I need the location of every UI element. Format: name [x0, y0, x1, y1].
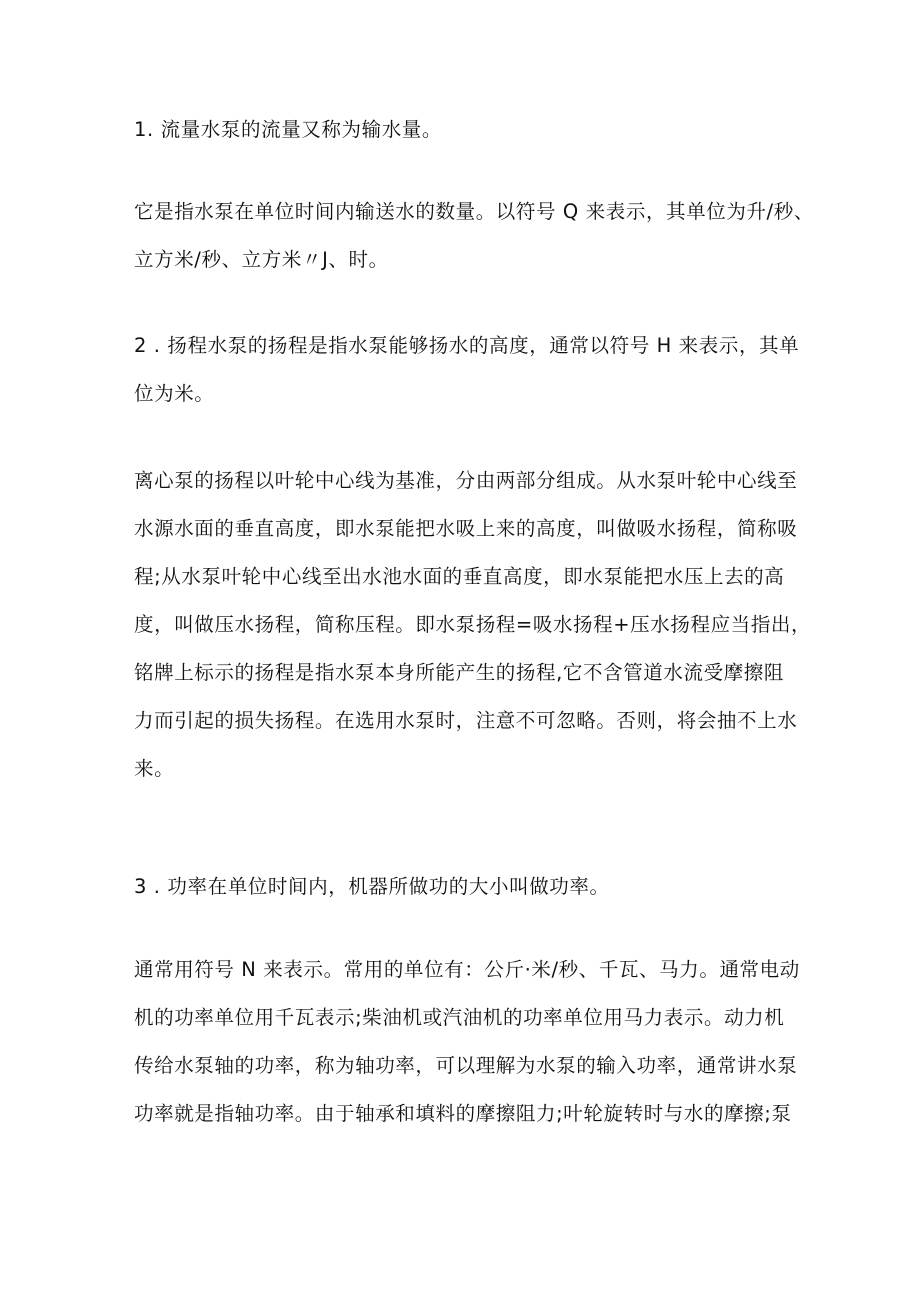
text-line: 传给水泵轴的功率，称为轴功率，可以理解为水泵的输入功率，通常讲水泵 — [134, 1054, 798, 1077]
text-line: 功率就是指轴功率。由于轴承和填料的摩擦阻力;叶轮旋转时与水的摩擦;泵 — [134, 1102, 792, 1125]
text-line: 它是指水泵在单位时间内输送水的数量。以符号 Q 来表示，其单位为升/秒、 — [134, 200, 814, 223]
text-line: 水源水面的垂直高度，即水泵能把水吸上来的高度，叫做吸水扬程，简称吸 — [134, 517, 798, 540]
text-line: 度，叫做压水扬程，简称压程。即水泵扬程=吸水扬程+压水扬程应当指出， — [134, 613, 812, 636]
text-line: 程;从水泵叶轮中心线至出水池水面的垂直高度，即水泵能把水压上去的高 — [134, 565, 785, 588]
text-line: 力而引起的损失扬程。在选用水泵时，注意不可忽略。否则，将会抽不上水 — [134, 709, 798, 732]
paragraph-centrifugal-pump-head — [134, 457, 812, 793]
text-line: 铭牌上标示的扬程是指水泵本身所能产生的扬程,它不含管道水流受摩擦阻 — [134, 661, 784, 684]
paragraph-power-definition — [134, 946, 800, 1138]
text-line: 位为米。 — [134, 382, 215, 405]
paragraph-power-heading — [134, 863, 794, 911]
text-line: 1. 流量水泵的流量又称为输水量。 — [134, 118, 443, 141]
text-line: 立方米/秒、立方米〃J、时。 — [134, 248, 389, 271]
text-line: 离心泵的扬程以叶轮中心线为基准，分由两部分组成。从水泵叶轮中心线至 — [134, 469, 798, 492]
paragraph-flow-definition — [134, 188, 814, 284]
text-line: 来。 — [134, 757, 175, 780]
text-line: 通常用符号 N 来表示。常用的单位有：公斤·米/秒、千瓦、马力。通常电动 — [134, 958, 800, 981]
text-line: 2 . 扬程水泵的扬程是指水泵能够扬水的高度，通常以符号 H 来表示，其单 — [134, 334, 800, 357]
paragraph-head-heading — [134, 322, 800, 418]
text-line: 机的功率单位用千瓦表示;柴油机或汽油机的功率单位用马力表示。动力机 — [134, 1006, 785, 1029]
text-line: 3 . 功率在单位时间内，机器所做功的大小叫做功率。 — [134, 875, 610, 898]
paragraph-flow-heading — [134, 106, 794, 154]
